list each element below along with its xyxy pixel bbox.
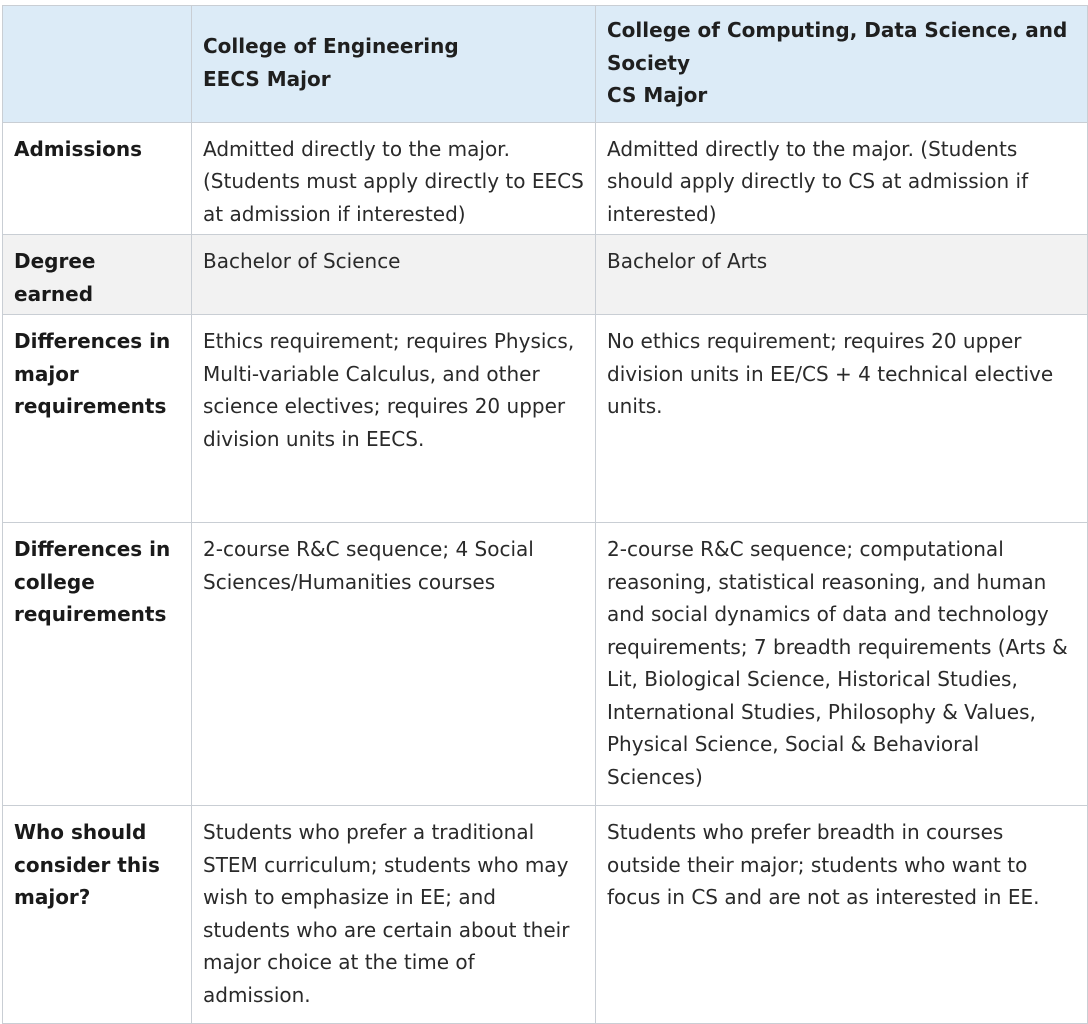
major-comparison-table [2, 5, 1088, 1024]
table-row-college-requirements [3, 523, 1088, 806]
header-cs-major: CS Major [607, 83, 708, 107]
cs-cell: Students who prefer breadth in courses outside their major; students who want to focus in CS and are not as interested in EE. [596, 806, 1088, 1024]
header-empty-cell [3, 6, 192, 123]
header-eecs-college: College of Engineering [203, 34, 459, 59]
row-label: Differences in college requirements [3, 523, 192, 806]
table-row-major-requirements [3, 315, 1088, 523]
header-cs [596, 6, 1088, 123]
eecs-cell: Students who prefer a traditional STEM curriculum; students who may wish to emphasize in EE; and students who are certain about their major choice at the time of admission. [192, 806, 596, 1024]
row-label: Who should consider this major? [3, 806, 192, 1024]
cs-cell: Admitted directly to the major. (Students should apply directly to CS at admission if interested) [596, 122, 1088, 235]
table-row-degree [3, 235, 1088, 315]
eecs-cell: Ethics requirement; requires Physics, Multi-variable Calculus, and other science electives; requires 20 upper division units in EECS. [192, 315, 596, 523]
cs-cell: Bachelor of Arts [596, 235, 1088, 315]
header-eecs [192, 6, 596, 123]
table-row-who-should-consider [3, 806, 1088, 1024]
eecs-cell: Bachelor of Science [192, 235, 596, 315]
cs-cell: 2-course R&C sequence; computational reasoning, statistical reasoning, and human and social dynamics of data and technology requirements; 7 breadth requirements (Arts & Lit, Biological Science, Historical Studies, International Studies, Philosophy & Values, Physical Science, Social & Behavioral Sciences) [596, 523, 1088, 806]
table-header-row [3, 6, 1088, 123]
row-label: Admissions [3, 122, 192, 235]
eecs-cell: Admitted directly to the major. (Students must apply directly to EECS at admission if interested) [192, 122, 596, 235]
header-cs-college: College of Computing, Data Science, and Society [607, 18, 1068, 75]
header-eecs-major: EECS Major [203, 66, 331, 91]
row-label: Degree earned [3, 235, 192, 315]
cs-cell: No ethics requirement; requires 20 upper division units in EE/CS + 4 technical elective units. [596, 315, 1088, 523]
row-label: Differences in major requirements [3, 315, 192, 523]
table-row-admissions [3, 122, 1088, 235]
eecs-cell: 2-course R&C sequence; 4 Social Sciences/Humanities courses [192, 523, 596, 806]
